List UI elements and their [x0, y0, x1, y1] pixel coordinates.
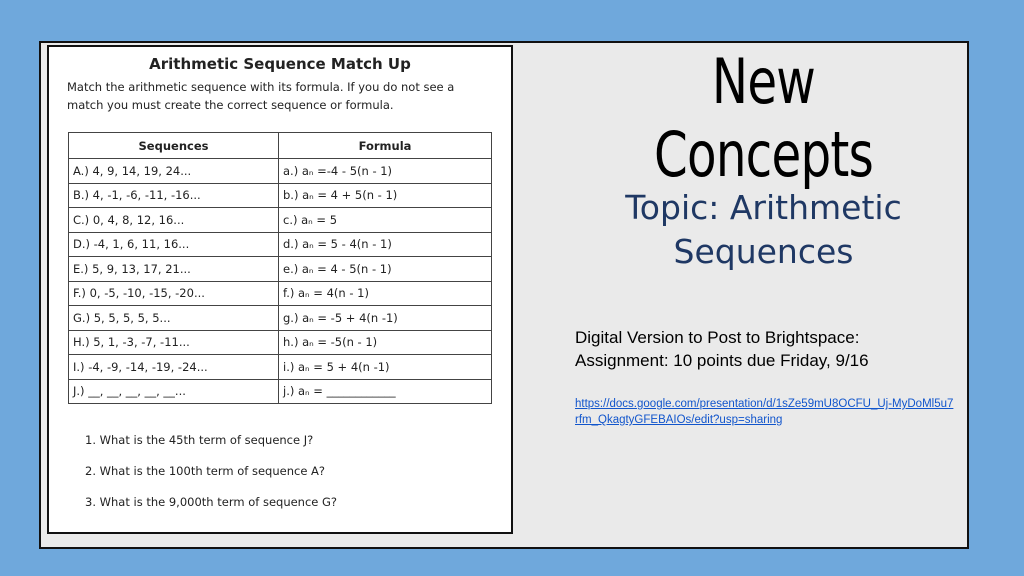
formula-cell: d.) aₙ = 5 - 4(n - 1) [279, 232, 492, 257]
worksheet-title: Arithmetic Sequence Match Up [149, 55, 411, 73]
formula-cell: j.) aₙ = ____________ [279, 379, 492, 404]
table-row [69, 257, 492, 282]
table-row [69, 232, 492, 257]
worksheet-image [47, 45, 513, 534]
formula-cell: c.) aₙ = 5 [279, 208, 492, 233]
formula-cell: g.) aₙ = -5 + 4(n -1) [279, 306, 492, 331]
table-row [69, 330, 492, 355]
formula-cell: i.) aₙ = 5 + 4(n -1) [279, 355, 492, 380]
table-row [69, 306, 492, 331]
question-list [85, 433, 337, 526]
column-header-sequences: Sequences [69, 133, 279, 159]
question-item: 2. What is the 100th term of sequence A? [85, 464, 326, 478]
sequence-cell: A.) 4, 9, 14, 19, 24... [69, 159, 279, 184]
question-item: 1. What is the 45th term of sequence J? [85, 433, 314, 447]
formula-cell: b.) aₙ = 4 + 5(n - 1) [279, 183, 492, 208]
formula-cell: f.) aₙ = 4(n - 1) [279, 281, 492, 306]
sequence-cell: G.) 5, 5, 5, 5, 5... [69, 306, 279, 331]
match-table [68, 132, 492, 404]
slide [39, 41, 969, 549]
table-row [69, 379, 492, 404]
sequence-cell: F.) 0, -5, -10, -15, -20... [69, 281, 279, 306]
assignment-info [575, 326, 955, 372]
sequence-cell: D.) -4, 1, 6, 11, 16... [69, 232, 279, 257]
topic-line-1: Topic: Arithmetic [625, 188, 902, 227]
table-row [69, 159, 492, 184]
formula-cell: a.) aₙ =-4 - 5(n - 1) [279, 159, 492, 184]
sequence-cell: I.) -4, -9, -14, -19, -24... [69, 355, 279, 380]
column-header-formula: Formula [279, 133, 492, 159]
table-row [69, 208, 492, 233]
table-row [69, 183, 492, 208]
topic-line-2: Sequences [673, 232, 854, 271]
sequence-cell: C.) 0, 4, 8, 12, 16... [69, 208, 279, 233]
table-header-row [69, 133, 492, 159]
table-row [69, 281, 492, 306]
sequence-cell: E.) 5, 9, 13, 17, 21... [69, 257, 279, 282]
question-item: 3. What is the 9,000th term of sequence G? [85, 495, 338, 509]
formula-cell: e.) aₙ = 4 - 5(n - 1) [279, 257, 492, 282]
worksheet-instructions: Match the arithmetic sequence with its formula. If you do not see a match you must create the correct sequence or formula. [67, 80, 455, 112]
assignment-text: Assignment: 10 points due Friday, 9/16 [575, 351, 869, 370]
sequence-cell: H.) 5, 1, -3, -7, -11... [69, 330, 279, 355]
digital-version-text: Digital Version to Post to Brightspace: [575, 328, 860, 347]
topic-title [581, 186, 946, 274]
sequence-cell: B.) 4, -1, -6, -11, -16... [69, 183, 279, 208]
formula-cell: h.) aₙ = -5(n - 1) [279, 330, 492, 355]
sequence-cell: J.) __, __, __, __, __... [69, 379, 279, 404]
slide-heading: New Concepts [654, 45, 873, 191]
table-row [69, 355, 492, 380]
presentation-link[interactable]: https://docs.google.com/presentation/d/1sZe59mU8OCFU_Uj-MyDoMl5u7rfm_QkagtyGFEBAIOs/edit?usp=sharing [575, 398, 954, 426]
